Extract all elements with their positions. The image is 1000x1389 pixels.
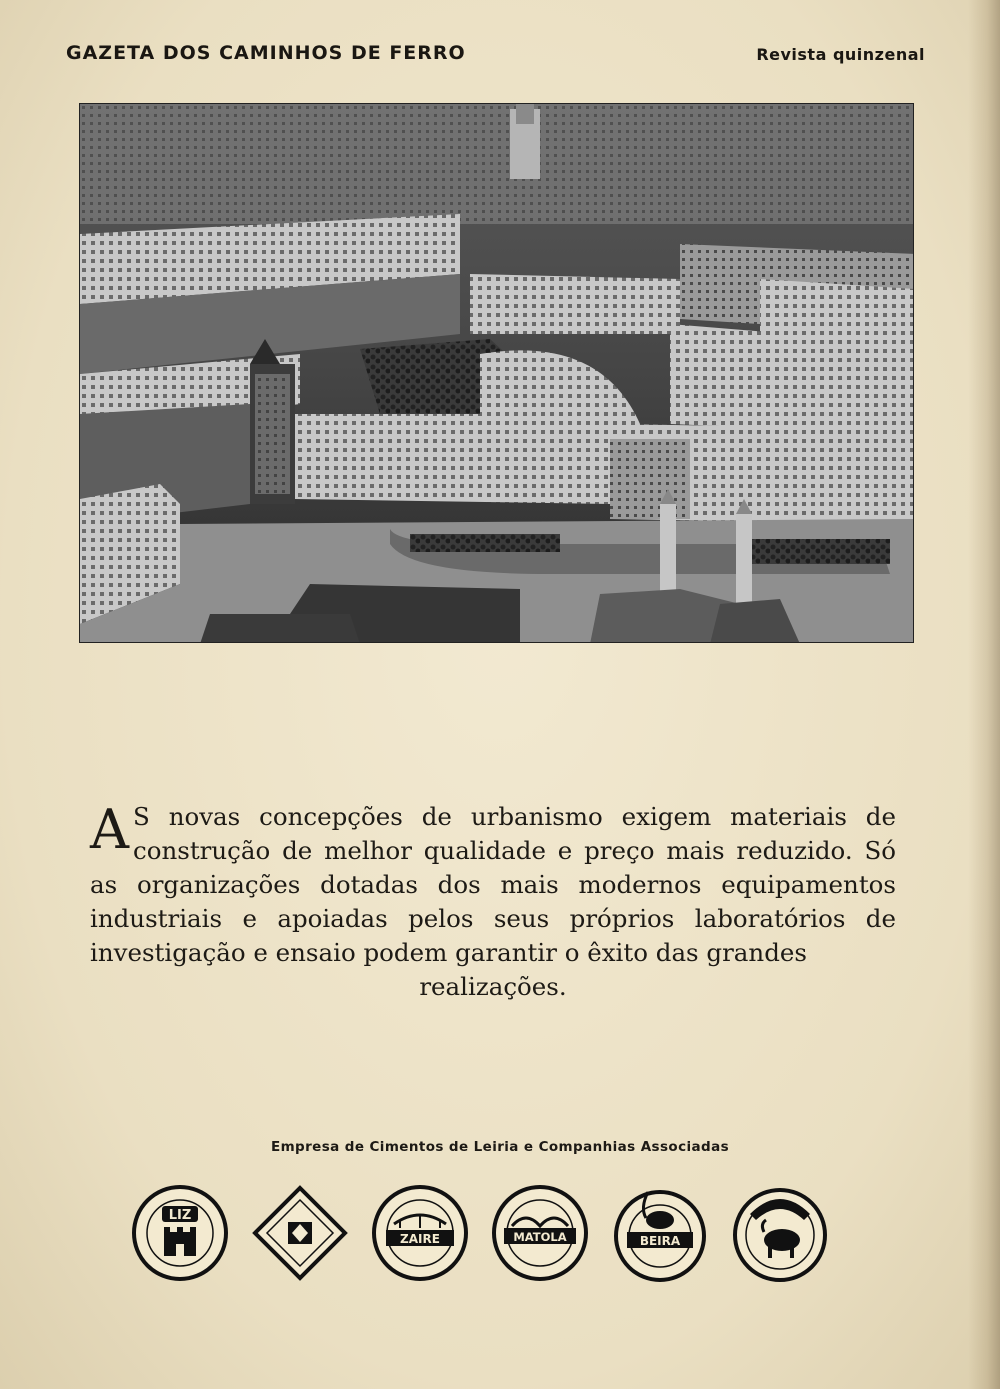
beira-wordmark: BEIRA	[639, 1234, 681, 1248]
castle-icon	[164, 1227, 196, 1256]
liz-logo	[130, 1180, 230, 1290]
diamond-emblem-icon	[288, 1222, 312, 1244]
cimento-tejo-logo	[730, 1180, 830, 1290]
page-spine-shadow	[968, 0, 1000, 1389]
logo-row	[130, 1180, 850, 1300]
aerial-city-photo	[79, 103, 914, 643]
zaire-logo	[370, 1180, 470, 1290]
company-name: Empresa de Cimentos de Leiria e Companhias Associadas	[270, 1139, 730, 1155]
paragraph-body: S novas concepções de urbanismo exigem materiais de construção de melhor qualidade e preço mais reduzido. Só as organizações dotadas dos mais modernos equipamentos industriais e apoiadas pelos seus próprios laboratórios de investigação e ensaio podem garantir o êxito das grandes	[90, 802, 896, 967]
zaire-wordmark: ZAIRE	[400, 1232, 440, 1246]
beira-logo	[610, 1180, 710, 1290]
matola-logo	[490, 1180, 590, 1290]
liz-wordmark: LIZ	[168, 1208, 192, 1223]
dropcap-letter: A	[90, 798, 129, 861]
magazine-subtitle: Revista quinzenal	[756, 45, 925, 64]
cimento-diamond-logo	[250, 1180, 350, 1290]
advertisement-text	[90, 800, 896, 1004]
matola-wordmark: MATOLA	[513, 1230, 567, 1244]
magazine-title: GAZETA DOS CAMINHOS DE FERRO	[66, 42, 466, 64]
paragraph-last-line: realizações.	[419, 972, 567, 1001]
